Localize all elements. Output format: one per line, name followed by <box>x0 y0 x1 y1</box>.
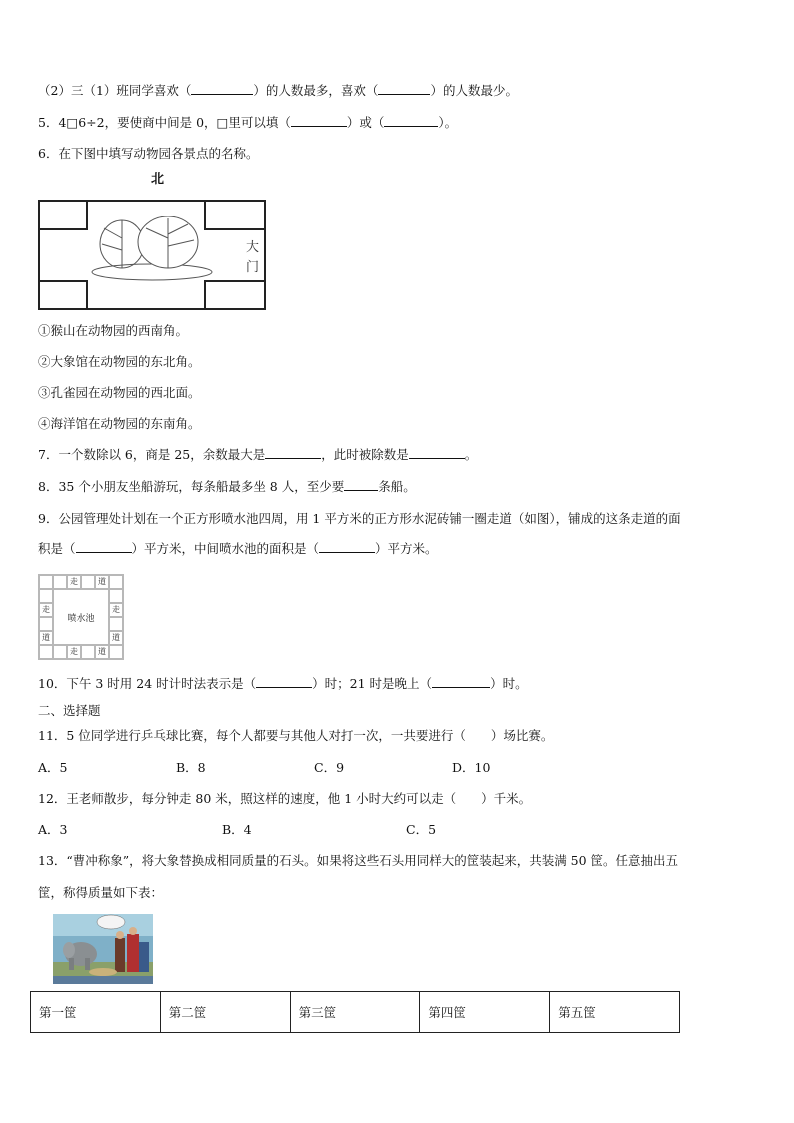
table-cell: 第二筐 <box>160 992 290 1033</box>
answer-blank[interactable] <box>76 540 132 553</box>
pool-label: 喷水池 <box>54 590 108 644</box>
answer-blank[interactable] <box>384 114 438 127</box>
nw-box[interactable] <box>38 200 88 230</box>
pool-diagram: 走 道 走 道 走 道 走 道 喷水池 <box>38 574 124 660</box>
answer-blank[interactable] <box>265 446 321 459</box>
gate-label: 大 门 <box>246 240 260 275</box>
lake-icon <box>90 216 220 286</box>
q6-item-1: ①猴山在动物园的西南角。 <box>38 323 189 338</box>
q6-item-2: ②大象馆在动物园的东北角。 <box>38 354 201 369</box>
option-a[interactable]: A．3 <box>38 822 68 837</box>
question-8: 8．35 个小朋友坐船游玩，每条船最多坐 8 人，至少要 条船。 <box>38 479 416 494</box>
answer-blank[interactable] <box>344 478 378 491</box>
basket-weight-table <box>30 991 680 1033</box>
question-9-line2: 积是（ ）平方米，中间喷水池的面积是（ ）平方米。 <box>38 541 438 556</box>
question-11: 11．5 位同学进行乒乓球比赛，每个人都要与其他人对打一次，一共要进行（ ）场比赛。 <box>38 728 554 743</box>
answer-blank[interactable] <box>378 82 430 95</box>
table-cell: 第五筐 <box>550 992 680 1033</box>
question-10: 10．下午 3 时用 24 时计时法表示是（ ）时；21 时是晚上（ ）时。 <box>38 676 528 691</box>
question-9-line1: 9．公园管理处计划在一个正方形喷水池四周，用 1 平方米的正方形水泥砖铺一圈走道（如图），铺成的这条走道的面 <box>38 511 681 526</box>
answer-blank[interactable] <box>319 540 375 553</box>
option-c[interactable]: C．9 <box>314 760 345 775</box>
section-heading: 二、选择题 <box>38 703 101 718</box>
question-4-2: （2）三（1）班同学喜欢（ ）的人数最多，喜欢（ ）的人数最少。 <box>38 83 518 98</box>
table-row <box>31 992 680 1033</box>
option-b[interactable]: B．8 <box>176 760 206 775</box>
question-7: 7．一个数除以 6，商是 25，余数最大是 ，此时被除数是 。 <box>38 447 478 462</box>
answer-blank[interactable] <box>291 114 347 127</box>
question-12: 12．王老师散步，每分钟走 80 米，照这样的速度，他 1 小时大约可以走（ ）千米。 <box>38 791 532 806</box>
option-c[interactable]: C．5 <box>406 822 437 837</box>
option-b[interactable]: B．4 <box>222 822 252 837</box>
zoo-map <box>38 168 270 318</box>
answer-blank[interactable] <box>409 446 465 459</box>
question-6-stem: 6．在下图中填写动物园各景点的名称。 <box>38 146 259 161</box>
q6-item-4: ④海洋馆在动物园的东南角。 <box>38 416 201 431</box>
north-label: 北 <box>151 172 165 187</box>
answer-blank[interactable] <box>432 675 490 688</box>
table-cell: 第四筐 <box>420 992 550 1033</box>
question-13-line2: 筐，称得质量如下表： <box>38 885 164 900</box>
q6-item-3: ③孔雀园在动物园的西北面。 <box>38 385 201 400</box>
table-cell: 第三筐 <box>290 992 420 1033</box>
cao-chong-weighs-elephant-image <box>53 914 153 984</box>
option-d[interactable]: D．10 <box>452 760 491 775</box>
table-cell: 第一筐 <box>31 992 161 1033</box>
sw-box[interactable] <box>38 280 88 310</box>
question-13-line1: 13．“曹冲称象”，将大象替换成相同质量的石头。如果将这些石头用同样大的筐装起来，共装满 50 筐。任意抽出五 <box>38 853 679 868</box>
answer-blank[interactable] <box>256 675 312 688</box>
option-a[interactable]: A．5 <box>38 760 68 775</box>
answer-blank[interactable] <box>191 82 253 95</box>
question-5: 5．4□6÷2，要使商中间是 0，□里可以填（ ）或（ ）。 <box>38 115 458 130</box>
